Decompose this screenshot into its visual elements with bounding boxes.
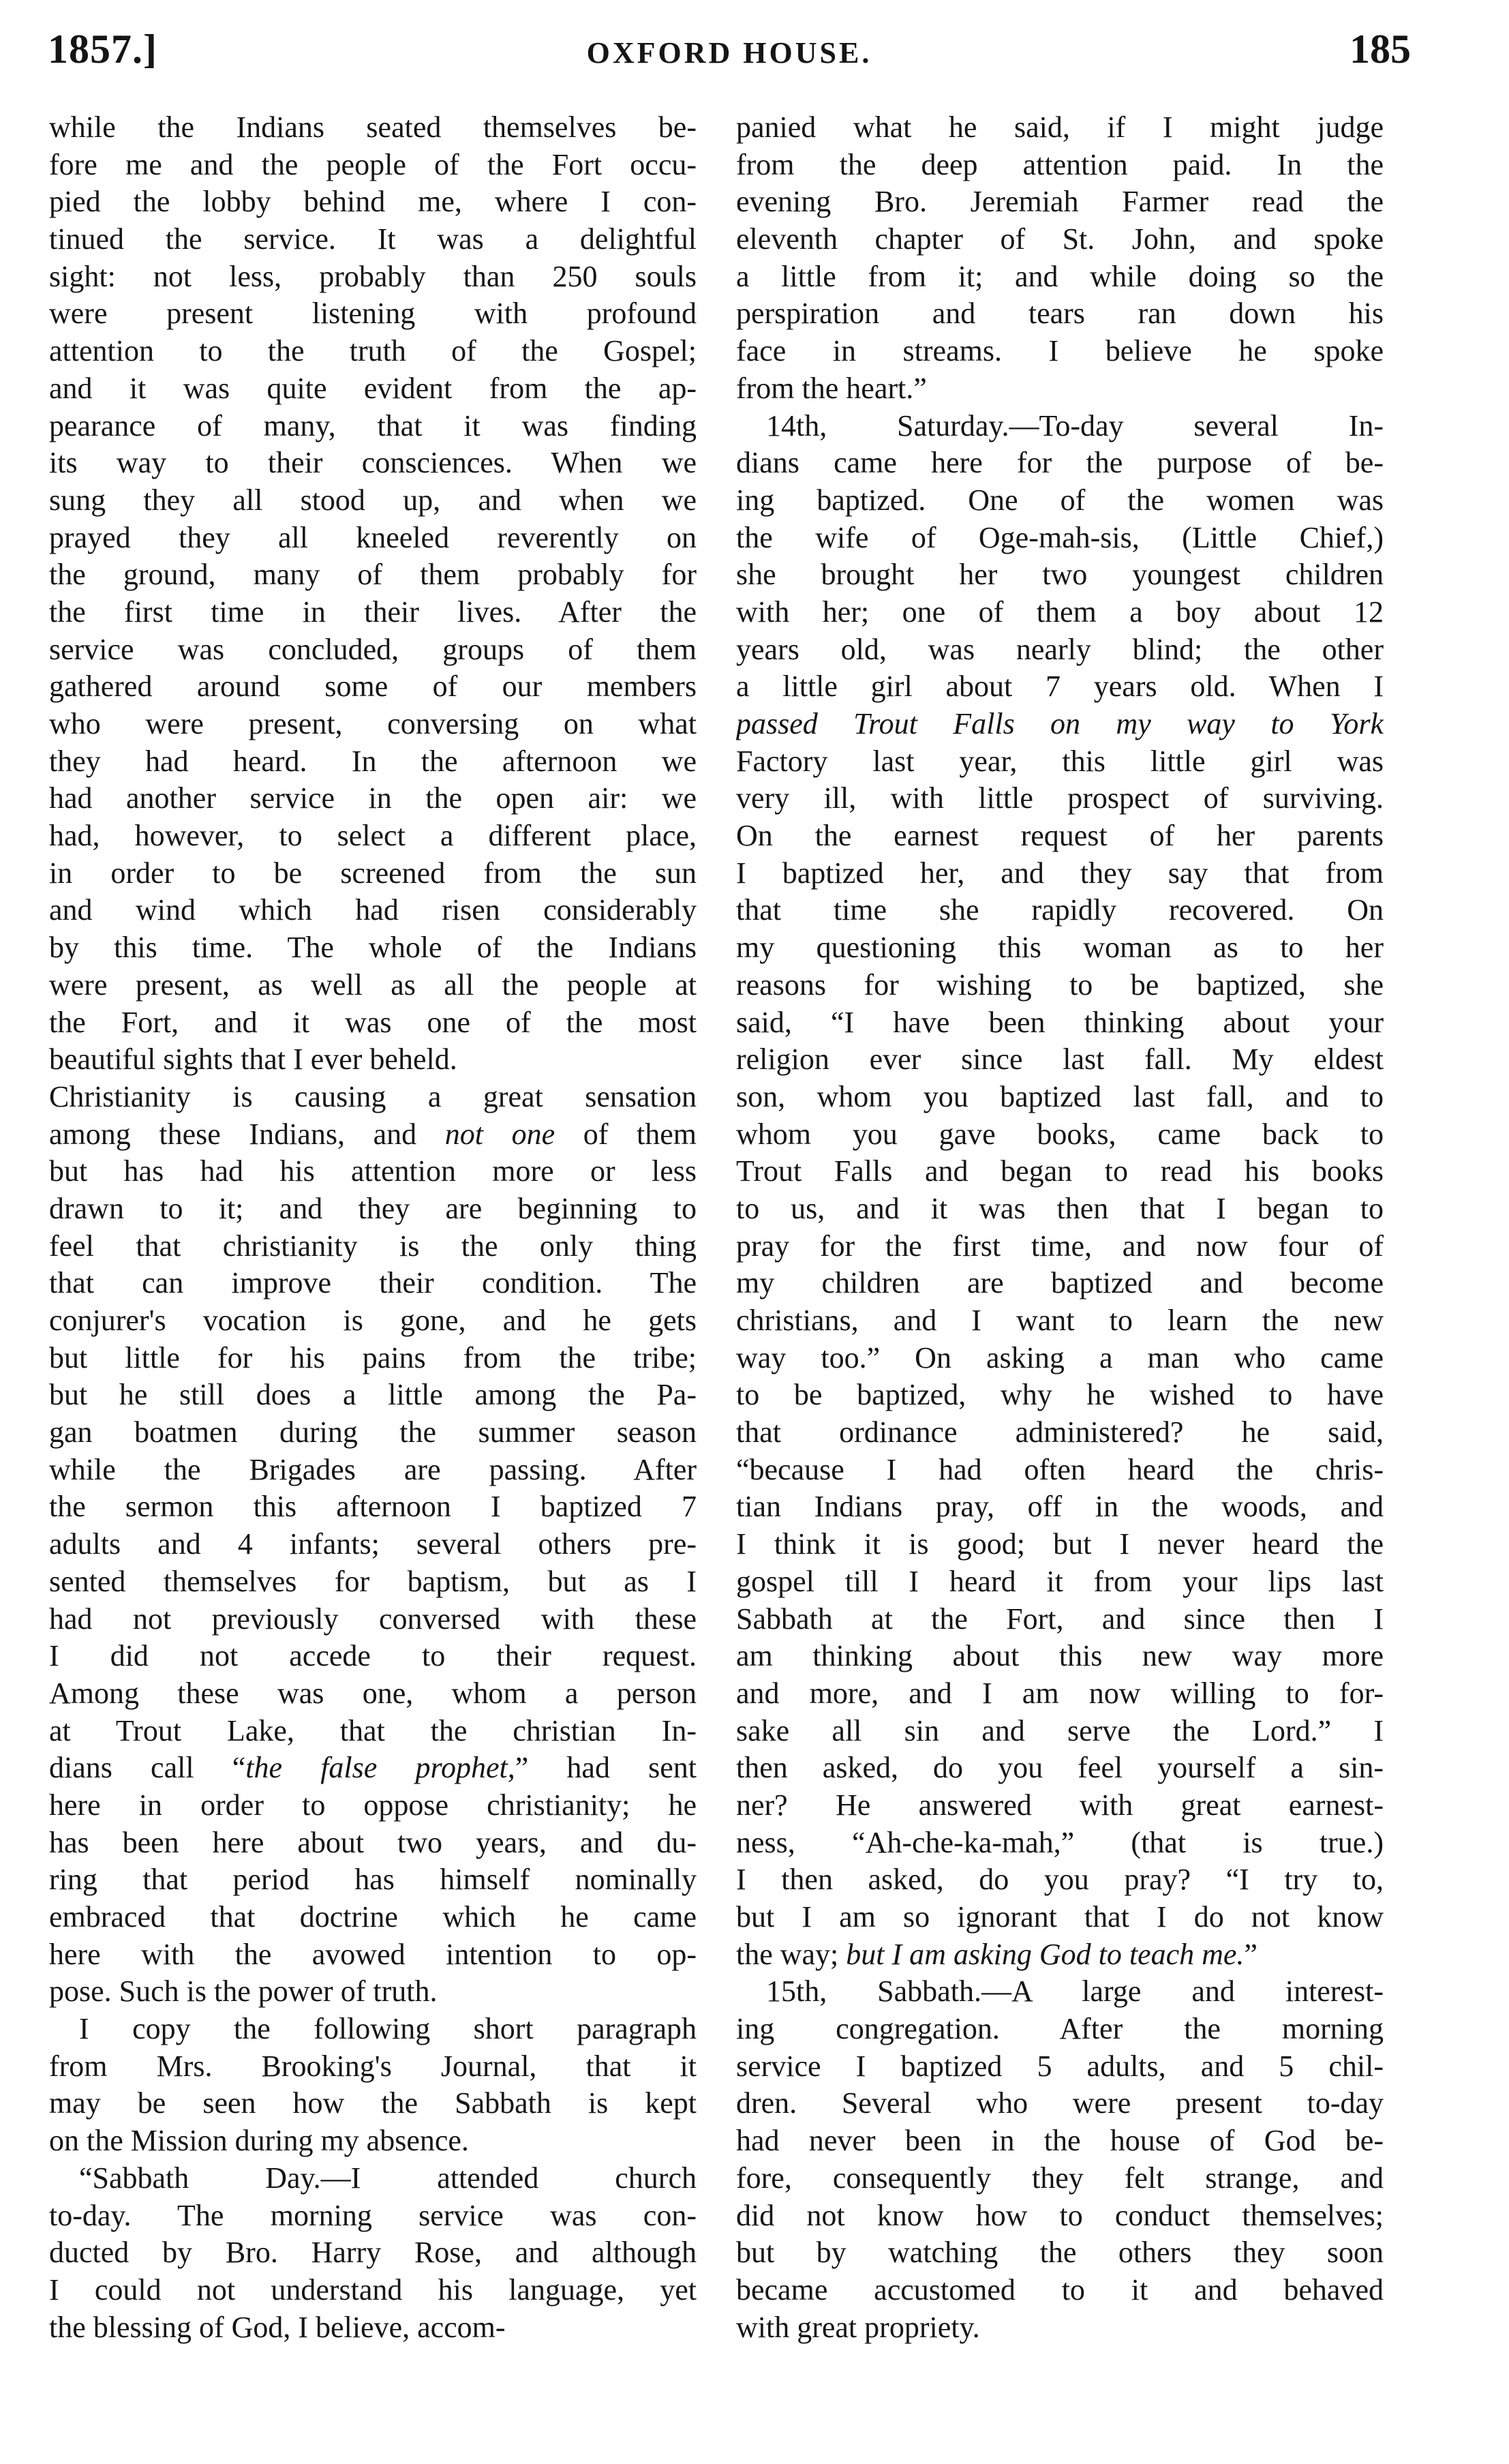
text-line — [49, 1340, 697, 1377]
text-run: to be baptized, why he wished to have — [736, 1378, 1384, 1412]
text-line — [736, 743, 1384, 781]
text-run: ing congregation. After the morning — [736, 2012, 1384, 2046]
text-run: Christianity is causing a great sensation — [49, 1079, 697, 1113]
text-line — [49, 2048, 697, 2086]
text-line — [736, 520, 1384, 557]
text-line — [736, 780, 1384, 817]
text-run: they had heard. In the afternoon we — [49, 744, 697, 778]
text-run: conjurer's vocation is gone, and he gets — [49, 1304, 697, 1337]
text-line — [49, 1936, 697, 1974]
text-line — [49, 780, 697, 817]
text-line — [49, 1824, 697, 1862]
text-run: Sabbath at the Fort, and since then I — [736, 1602, 1384, 1636]
text-line — [736, 1749, 1384, 1787]
text-line — [736, 1601, 1384, 1638]
text-line — [49, 445, 697, 482]
text-run: from the heart.” — [736, 371, 927, 405]
text-line — [736, 1153, 1384, 1190]
text-run: face in streams. I believe he spoke — [736, 334, 1384, 368]
text-run: its way to their consciences. When we — [49, 446, 697, 480]
text-line — [736, 1675, 1384, 1713]
text-line — [736, 408, 1384, 445]
text-run: had not previously conversed with these — [49, 1602, 697, 1636]
text-line — [736, 706, 1384, 743]
text-line — [49, 1563, 697, 1601]
text-run: service I baptized 5 adults, and 5 chil- — [736, 2049, 1384, 2083]
text-line — [49, 1228, 697, 1265]
text-line — [736, 2272, 1384, 2309]
text-run: ness, “Ah-che-ka-mah,” (that is true.) — [736, 1825, 1384, 1859]
text-run: has been here about two years, and du- — [49, 1825, 697, 1859]
text-run: a little girl about 7 years old. When I — [736, 670, 1384, 704]
left-text-column — [49, 109, 697, 2346]
text-run: the ground, many of them probably for — [49, 558, 697, 592]
text-line — [49, 1899, 697, 1936]
text-run: at Trout Lake, that the christian In- — [49, 1713, 697, 1747]
text-run: the blessing of God, I believe, accom- — [49, 2310, 506, 2344]
text-run: christians, and I want to learn the new — [736, 1304, 1384, 1337]
italic-text: but I am asking God to teach me. — [846, 1937, 1245, 1971]
text-line — [736, 147, 1384, 184]
text-run: the first time in their lives. After the — [49, 595, 697, 629]
text-run: “because I had often heard the chris- — [736, 1452, 1384, 1486]
text-run: service was concluded, groups of them — [49, 632, 697, 666]
text-run: pied the lobby behind me, where I con- — [49, 185, 697, 219]
text-line — [736, 2122, 1384, 2160]
text-line — [736, 2309, 1384, 2347]
text-line — [49, 147, 697, 184]
text-line — [49, 855, 697, 892]
text-line — [49, 2085, 697, 2122]
text-line — [736, 482, 1384, 520]
text-run: I could not understand his language, yet — [49, 2272, 697, 2307]
text-run: son, whom you baptized last fall, and to — [736, 1079, 1384, 1113]
text-line — [736, 817, 1384, 855]
text-run: fore me and the people of the Fort occu- — [49, 147, 697, 181]
text-run: the Fort, and it was one of the most — [49, 1005, 697, 1039]
running-head — [48, 26, 1411, 87]
text-line — [49, 1153, 697, 1190]
text-run: drawn to it; and they are beginning to — [49, 1191, 697, 1225]
text-line — [49, 631, 697, 669]
text-run: fore, consequently they felt strange, and — [736, 2161, 1384, 2195]
text-line — [49, 668, 697, 706]
text-line — [49, 556, 697, 594]
text-run: pose. Such is the power of truth. — [49, 1974, 438, 2009]
text-line — [736, 1824, 1384, 1862]
text-run: prayed they all kneeled reverently on — [49, 520, 697, 554]
text-run: very ill, with little prospect of surviving. — [736, 781, 1384, 815]
text-run: 14th, Saturday.—To-day several In- — [766, 408, 1384, 442]
text-run: 15th, Sabbath.—A large and interest- — [766, 1974, 1384, 2009]
text-line — [49, 295, 697, 333]
text-run: ner? He answered with great earnest- — [736, 1788, 1384, 1822]
text-line — [736, 258, 1384, 296]
text-run: to us, and it was then that I began to — [736, 1191, 1384, 1225]
text-run: the way; — [736, 1937, 847, 1971]
text-run: On the earnest request of her parents — [736, 819, 1384, 853]
text-run: from Mrs. Brooking's Journal, that it — [49, 2049, 697, 2083]
text-line — [49, 2234, 697, 2272]
text-line — [49, 1787, 697, 1824]
text-line — [49, 2122, 697, 2160]
text-run: dren. Several who were present to-day — [736, 2086, 1384, 2120]
text-line — [49, 967, 697, 1004]
text-run: sake all sin and serve the Lord.” I — [736, 1713, 1384, 1747]
text-run: ing baptized. One of the women was — [736, 483, 1384, 517]
text-line — [49, 1638, 697, 1675]
text-run: while the Indians seated themselves be- — [49, 110, 697, 144]
text-run: eleventh chapter of St. John, and spoke — [736, 222, 1384, 256]
text-run: were present listening with profound — [49, 297, 697, 331]
text-run: and more, and I am now willing to for- — [736, 1676, 1384, 1710]
header-title: OXFORD HOUSE. — [586, 36, 872, 70]
text-run: sented themselves for baptism, but as I — [49, 1564, 697, 1598]
text-line — [736, 1041, 1384, 1079]
text-run: Factory last year, this little girl was — [736, 744, 1384, 778]
text-line — [49, 1302, 697, 1340]
text-run: feel that christianity is the only thing — [49, 1229, 697, 1263]
text-line — [49, 482, 697, 520]
text-run: did not know how to conduct themselves; — [736, 2198, 1384, 2232]
text-run: while the Brigades are passing. After — [49, 1452, 697, 1486]
text-run: gathered around some of our members — [49, 670, 697, 704]
italic-text: passed Trout Falls on my way to York — [736, 707, 1384, 740]
text-run: reasons for wishing to be baptized, she — [736, 967, 1384, 1002]
text-run: and it was quite evident from the ap- — [49, 371, 697, 405]
right-text-column — [736, 109, 1384, 2346]
text-run: pray for the first time, and now four of — [736, 1229, 1384, 1263]
text-line — [49, 706, 697, 743]
text-run: embraced that doctrine which he came — [49, 1900, 697, 1934]
text-run: ” — [1244, 1937, 1258, 1971]
text-run: became accustomed to it and behaved — [736, 2272, 1384, 2307]
text-line — [736, 594, 1384, 631]
text-line — [49, 1452, 697, 1489]
text-line — [736, 1638, 1384, 1675]
text-line — [49, 109, 697, 147]
text-line — [736, 1899, 1384, 1936]
text-line — [736, 631, 1384, 669]
text-run: but I am so ignorant that I do not know — [736, 1900, 1384, 1934]
text-line — [49, 1041, 697, 1079]
text-run: but by watching the others they soon — [736, 2236, 1384, 2270]
text-run: Among these was one, whom a person — [49, 1676, 697, 1710]
text-line — [736, 668, 1384, 706]
text-line — [736, 1973, 1384, 2011]
text-line — [49, 2309, 697, 2347]
text-run: gospel till I heard it from your lips last — [736, 1564, 1384, 1598]
text-line — [49, 817, 697, 855]
text-run: but little for his pains from the tribe; — [49, 1340, 697, 1374]
text-line — [49, 520, 697, 557]
text-run: here in order to oppose christianity; he — [49, 1788, 697, 1822]
text-run: I think it is good; but I never heard the — [736, 1527, 1384, 1561]
text-run: my questioning this woman as to her — [736, 931, 1384, 965]
text-line — [736, 1861, 1384, 1899]
text-line — [736, 445, 1384, 482]
text-run: perspiration and tears ran down his — [736, 297, 1384, 331]
text-run: beautiful sights that I ever beheld. — [49, 1042, 457, 1077]
text-line — [736, 2085, 1384, 2122]
text-line — [736, 967, 1384, 1004]
text-line — [49, 408, 697, 445]
text-run: religion ever since last fall. My eldest — [736, 1042, 1384, 1077]
text-run: said, “I have been thinking about your — [736, 1005, 1384, 1039]
text-run: of them — [555, 1117, 697, 1151]
text-line — [736, 1414, 1384, 1452]
text-line — [736, 2048, 1384, 2086]
text-run: who were present, conversing on what — [49, 707, 697, 740]
text-line — [49, 1749, 697, 1787]
text-line — [736, 1190, 1384, 1228]
text-run: I then asked, do you pray? “I try to, — [736, 1863, 1384, 1897]
text-line — [49, 2272, 697, 2309]
text-run: sung they all stood up, and when we — [49, 483, 697, 517]
text-line — [736, 1563, 1384, 1601]
text-line — [49, 1713, 697, 1750]
text-line — [49, 1079, 697, 1116]
text-line — [49, 370, 697, 408]
text-line — [49, 1675, 697, 1713]
text-run: by this time. The whole of the Indians — [49, 931, 697, 965]
text-run: ducted by Bro. Harry Rose, and although — [49, 2236, 697, 2270]
text-run: years old, was nearly blind; the other — [736, 632, 1384, 666]
text-line — [736, 2011, 1384, 2048]
text-run: she brought her two youngest children — [736, 558, 1384, 592]
text-line — [736, 1377, 1384, 1414]
italic-text: not one — [444, 1117, 555, 1151]
text-run: tinued the service. It was a delightful — [49, 222, 697, 256]
text-line — [736, 221, 1384, 258]
text-run: ring that period has himself nominally — [49, 1863, 697, 1897]
text-line — [736, 370, 1384, 408]
text-line — [49, 258, 697, 296]
text-line — [736, 1452, 1384, 1489]
text-line — [736, 1787, 1384, 1824]
text-run: had another service in the open air: we — [49, 781, 697, 815]
text-run: on the Mission during my absence. — [49, 2124, 469, 2158]
text-run: pearance of many, that it was finding — [49, 408, 697, 442]
text-line — [736, 892, 1384, 929]
text-line — [49, 1526, 697, 1563]
text-run: that time she rapidly recovered. On — [736, 893, 1384, 927]
text-line — [736, 1936, 1384, 1974]
text-run: with her; one of them a boy about 12 — [736, 595, 1384, 629]
text-line — [49, 1488, 697, 1526]
text-run: “Sabbath Day.—I attended church — [79, 2161, 697, 2195]
text-run: panied what he said, if I might judge — [736, 110, 1384, 144]
text-line — [49, 743, 697, 781]
text-run: attention to the truth of the Gospel; — [49, 334, 697, 368]
text-run: a little from it; and while doing so the — [736, 259, 1384, 293]
text-run: Trout Falls and began to read his books — [736, 1154, 1384, 1188]
text-run: gan boatmen during the summer season — [49, 1415, 697, 1449]
text-line — [49, 1004, 697, 1042]
text-line — [49, 2011, 697, 2048]
text-run: way too.” On asking a man who came — [736, 1340, 1384, 1374]
text-run: I baptized her, and they say that from — [736, 856, 1384, 890]
text-line — [49, 1265, 697, 1302]
text-line — [736, 183, 1384, 221]
text-run: from the deep attention paid. In the — [736, 147, 1384, 181]
text-line — [49, 2160, 697, 2197]
text-run: the sermon this afternoon I baptized 7 — [49, 1490, 697, 1524]
text-line — [49, 221, 697, 258]
text-run: with great propriety. — [736, 2310, 980, 2344]
text-run: I did not accede to their request. — [49, 1639, 697, 1673]
header-year: 1857.] — [48, 27, 157, 72]
text-line — [49, 1190, 697, 1228]
text-line — [736, 556, 1384, 594]
text-line — [49, 1601, 697, 1638]
text-line — [736, 2197, 1384, 2235]
text-run: in order to be screened from the sun — [49, 856, 697, 890]
text-run: but he still does a little among the Pa- — [49, 1378, 697, 1412]
text-line — [736, 1004, 1384, 1042]
italic-text: the false prophet, — [245, 1751, 515, 1785]
text-line — [736, 1228, 1384, 1265]
text-line — [736, 1302, 1384, 1340]
text-run: adults and 4 infants; several others pre- — [49, 1527, 697, 1561]
text-line — [736, 333, 1384, 370]
text-run: my children are baptized and become — [736, 1266, 1384, 1300]
text-line — [49, 2197, 697, 2235]
text-line — [49, 1116, 697, 1154]
text-run: had never been in the house of God be- — [736, 2124, 1384, 2158]
text-line — [736, 1340, 1384, 1377]
text-run: ” had sent — [515, 1751, 697, 1785]
text-run: were present, as well as all the people at — [49, 967, 697, 1002]
text-run: among these Indians, and — [49, 1117, 445, 1151]
text-line — [736, 1488, 1384, 1526]
text-line — [736, 1079, 1384, 1116]
text-run: to-day. The morning service was con- — [49, 2198, 697, 2232]
text-line — [736, 929, 1384, 967]
text-run: tian Indians pray, off in the woods, and — [736, 1490, 1384, 1524]
text-line — [49, 594, 697, 631]
text-line — [736, 1526, 1384, 1563]
text-run: sight: not less, probably than 250 souls — [49, 259, 697, 293]
text-line — [49, 183, 697, 221]
text-line — [736, 109, 1384, 147]
text-line — [49, 1414, 697, 1452]
text-run: am thinking about this new way more — [736, 1639, 1384, 1673]
text-line — [49, 1973, 697, 2011]
text-run: I copy the following short paragraph — [79, 2012, 697, 2046]
text-line — [49, 333, 697, 370]
text-line — [736, 1713, 1384, 1750]
text-run: and wind which had risen considerably — [49, 893, 697, 927]
text-run: whom you gave books, came back to — [736, 1117, 1384, 1151]
text-run: may be seen how the Sabbath is kept — [49, 2086, 697, 2120]
text-line — [736, 1265, 1384, 1302]
text-line — [736, 1116, 1384, 1154]
text-line — [736, 2160, 1384, 2197]
text-run: evening Bro. Jeremiah Farmer read the — [736, 185, 1384, 219]
text-run: that ordinance administered? he said, — [736, 1415, 1384, 1449]
text-run: dians came here for the purpose of be- — [736, 446, 1384, 480]
text-run: here with the avowed intention to op- — [49, 1937, 697, 1971]
text-line — [736, 295, 1384, 333]
text-run: that can improve their condition. The — [49, 1266, 697, 1300]
text-line — [736, 855, 1384, 892]
text-run: dians call “ — [49, 1751, 246, 1785]
text-run: the wife of Oge-mah-sis, (Little Chief,) — [736, 520, 1384, 554]
text-line — [49, 929, 697, 967]
text-line — [49, 1377, 697, 1414]
text-run: but has had his attention more or less — [49, 1154, 697, 1188]
text-line — [736, 2234, 1384, 2272]
text-line — [49, 892, 697, 929]
page-number: 185 — [1350, 27, 1411, 72]
text-run: then asked, do you feel yourself a sin- — [736, 1751, 1384, 1785]
text-line — [49, 1861, 697, 1899]
text-run: had, however, to select a different place, — [49, 819, 697, 853]
